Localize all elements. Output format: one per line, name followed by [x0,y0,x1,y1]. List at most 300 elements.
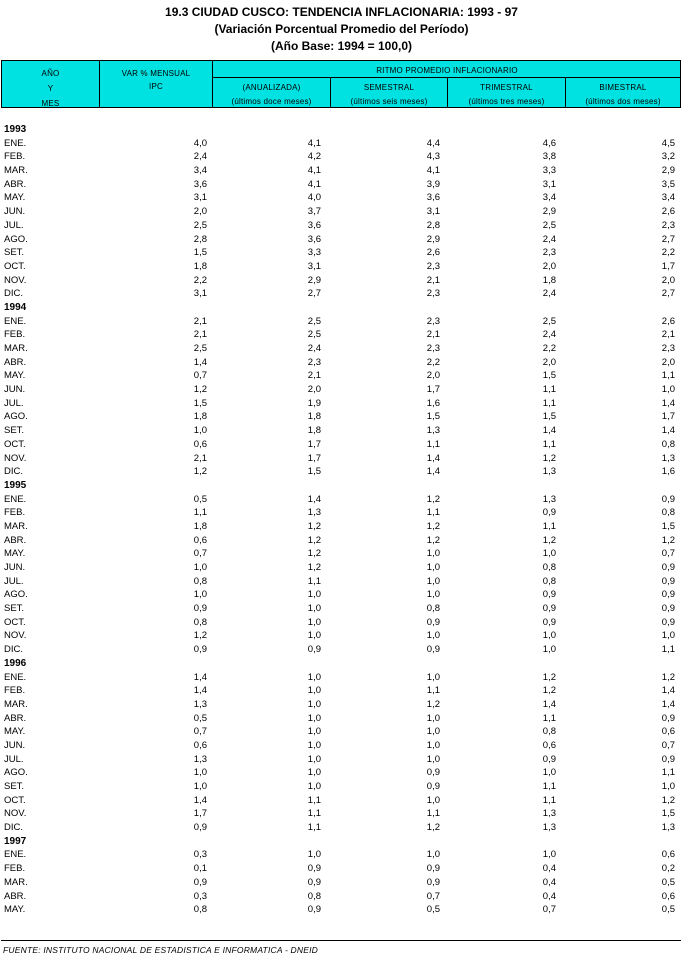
annualized-value: 1,8 [307,425,321,437]
bimestral-value: 2,9 [661,165,675,177]
footer-divider [1,940,681,941]
bimestral-value: 1,0 [661,781,675,792]
annualized-value: 1,0 [307,739,321,751]
bimestral-value: 0,9 [661,616,675,628]
semestral-value: 3,9 [426,178,440,190]
table-row [0,274,683,288]
month-label: JUL. [4,397,24,409]
monthly-var-value: 1,8 [193,520,207,532]
table-row [0,616,683,630]
header-col1-line: AÑO [41,69,60,78]
semestral-value: 1,6 [426,397,440,409]
monthly-var-value: 1,8 [193,411,207,423]
bimestral-value: 1,2 [661,671,675,683]
trimestral-value: 2,3 [542,247,556,259]
annualized-value: 4,1 [307,137,321,149]
semestral-value: 0,9 [426,767,440,779]
monthly-var-value: 2,1 [193,452,207,464]
monthly-var-value: 0,9 [193,876,207,888]
month-label: ENE. [4,671,27,683]
month-label: NOV. [4,452,27,464]
table-row [0,438,683,452]
table-row [0,287,683,301]
month-label: ABR. [4,534,27,546]
semestral-value: 1,0 [426,726,440,738]
annualized-value: 1,0 [307,685,321,697]
bimestral-value: 2,6 [661,206,675,218]
month-label: SET. [4,247,25,259]
month-label: MAR. [4,520,28,532]
table-row [0,452,683,466]
bimestral-value: 0,5 [661,904,675,916]
trimestral-value: 0,4 [542,863,556,875]
bimestral-value: 1,3 [661,822,675,834]
semestral-value: 2,2 [426,356,440,368]
monthly-var-value: 0,3 [193,849,207,861]
semestral-value: 1,0 [426,589,440,601]
bimestral-value: 3,2 [661,151,675,163]
trimestral-value: 1,1 [542,794,556,806]
trimestral-value: 1,0 [542,767,556,779]
trimestral-value: 2,2 [542,343,556,354]
bimestral-value: 2,2 [661,247,675,259]
bimestral-value: 0,6 [661,890,675,902]
month-label: SET. [4,425,25,437]
semestral-value: 2,9 [426,233,440,245]
semestral-value: 0,9 [426,863,440,875]
semestral-value: 0,9 [426,876,440,888]
annualized-value: 3,6 [307,219,321,231]
semestral-value: 1,0 [426,548,440,560]
bimestral-value: 2,7 [661,288,675,300]
bimestral-value: 1,4 [661,685,675,697]
table-title: 19.3 CIUDAD CUSCO: TENDENCIA INFLACIONARIA: 1993 - 97 [165,5,518,19]
monthly-var-value: 2,1 [193,329,207,341]
table-row [0,848,683,862]
month-label: JUN. [4,384,26,396]
header-trimestral-note: (últimos tres meses) [468,97,545,106]
table-row [0,821,683,835]
header-col2-line: VAR % MENSUAL [121,69,191,78]
trimestral-value: 4,6 [542,137,556,149]
monthly-var-value: 3,6 [193,178,207,190]
month-label: MAY. [4,370,26,382]
bimestral-value: 0,6 [661,849,675,861]
table-row [0,150,683,164]
trimestral-value: 1,1 [542,384,556,396]
monthly-var-value: 1,7 [193,808,207,820]
table-row [0,164,683,178]
annualized-value: 1,7 [307,452,321,464]
trimestral-value: 2,5 [542,315,556,327]
header-annualized-note: (últimos doce meses) [231,97,312,106]
monthly-var-value: 1,2 [193,630,207,642]
month-label: JUL. [4,219,24,231]
monthly-var-value: 0,5 [193,712,207,724]
month-label: OCT. [4,794,26,806]
annualized-value: 2,1 [307,370,321,382]
table-row [0,561,683,575]
annualized-value: 2,5 [307,329,321,341]
monthly-var-value: 1,0 [193,767,207,779]
annualized-value: 1,2 [307,534,321,546]
month-label: FEB. [4,151,26,163]
table-row [0,493,683,507]
monthly-var-value: 1,2 [193,384,207,396]
semestral-value: 1,2 [426,534,440,546]
year-heading [0,835,683,849]
semestral-value: 2,0 [426,370,440,382]
trimestral-value: 0,8 [542,562,556,573]
month-label: ABR. [4,712,27,724]
trimestral-value: 1,5 [542,370,556,382]
month-label: FEB. [4,329,26,341]
trimestral-value: 1,0 [542,644,556,656]
month-label: ENE. [4,315,27,327]
month-label: FEB. [4,863,26,875]
bimestral-value: 1,7 [661,260,675,272]
bimestral-value: 2,7 [661,233,675,245]
monthly-var-value: 2,4 [193,151,207,163]
trimestral-value: 1,2 [542,685,556,697]
table-header [1,60,681,108]
bimestral-value: 1,7 [661,411,675,423]
trimestral-value: 1,3 [542,822,556,834]
table-row [0,397,683,411]
table-row [0,328,683,342]
monthly-var-value: 1,8 [193,260,207,272]
month-label: ABR. [4,356,27,368]
monthly-var-value: 1,4 [193,356,207,368]
month-label: MAR. [4,698,28,710]
monthly-var-value: 1,4 [193,794,207,806]
monthly-var-value: 3,4 [193,165,207,177]
bimestral-value: 1,5 [661,808,675,820]
semestral-value: 2,3 [426,343,440,354]
trimestral-value: 0,9 [542,507,556,519]
month-label: AGO. [4,411,28,423]
table-row [0,178,683,192]
trimestral-value: 0,4 [542,876,556,888]
month-label: MAR. [4,165,28,177]
trimestral-value: 0,9 [542,603,556,615]
bimestral-value: 1,6 [661,466,675,478]
annualized-value: 2,4 [307,343,321,354]
trimestral-value: 1,4 [542,698,556,710]
table-row [0,342,683,356]
annualized-value: 1,0 [307,767,321,779]
trimestral-value: 2,5 [542,219,556,231]
table-row [0,369,683,383]
monthly-var-value: 1,0 [193,425,207,437]
monthly-var-value: 1,0 [193,589,207,601]
table-row [0,712,683,726]
monthly-var-value: 0,1 [193,863,207,875]
semestral-value: 1,4 [426,452,440,464]
annualized-value: 4,1 [307,178,321,190]
month-label: AGO. [4,233,28,245]
annualized-value: 1,0 [307,671,321,683]
header-col1-line: Y [47,84,54,93]
semestral-value: 0,9 [426,644,440,656]
year-label: 1994 [4,301,27,313]
semestral-value: 1,2 [426,520,440,532]
monthly-var-value: 2,5 [193,343,207,354]
month-label: JUN. [4,739,26,751]
month-label: MAY. [4,192,26,204]
semestral-value: 1,0 [426,575,440,587]
annualized-value: 1,2 [307,520,321,532]
semestral-value: 1,7 [426,384,440,396]
month-label: SET. [4,781,25,792]
annualized-value: 1,2 [307,548,321,560]
table-row [0,547,683,561]
monthly-var-value: 2,8 [193,233,207,245]
semestral-value: 0,8 [426,603,440,615]
bimestral-value: 2,6 [661,315,675,327]
month-label: MAR. [4,343,28,354]
annualized-value: 1,1 [307,575,321,587]
table-row [0,506,683,520]
table-row [0,794,683,808]
year-heading [0,657,683,671]
annualized-value: 3,7 [307,206,321,218]
year-heading [0,301,683,315]
monthly-var-value: 1,0 [193,781,207,792]
bimestral-value: 2,3 [661,219,675,231]
trimestral-value: 3,4 [542,192,556,204]
table-body [0,123,683,917]
monthly-var-value: 0,9 [193,822,207,834]
semestral-value: 1,4 [426,466,440,478]
semestral-value: 2,3 [426,260,440,272]
trimestral-value: 3,8 [542,151,556,163]
table-row [0,725,683,739]
bimestral-value: 0,9 [661,603,675,615]
month-label: OCT. [4,438,26,450]
month-label: ABR. [4,178,27,190]
trimestral-value: 1,3 [542,493,556,505]
bimestral-value: 2,0 [661,274,675,286]
month-label: OCT. [4,616,26,628]
monthly-var-value: 1,3 [193,698,207,710]
monthly-var-value: 3,1 [193,288,207,300]
table-row [0,219,683,233]
annualized-value: 1,3 [307,507,321,519]
semestral-value: 0,9 [426,616,440,628]
annualized-value: 1,0 [307,630,321,642]
monthly-var-value: 0,6 [193,534,207,546]
bimestral-value: 0,8 [661,438,675,450]
table-subtitle: (Variación Porcentual Promedio del Período) [214,22,469,36]
annualized-value: 1,0 [307,726,321,738]
annualized-value: 4,2 [307,151,321,163]
trimestral-value: 2,0 [542,356,556,368]
table-row [0,684,683,698]
monthly-var-value: 0,6 [193,438,207,450]
header-monthly-var [100,67,212,93]
month-label: NOV. [4,630,27,642]
trimestral-value: 0,4 [542,890,556,902]
month-label: MAR. [4,876,28,888]
header-col1-line: MES [41,99,60,108]
trimestral-value: 1,1 [542,712,556,724]
month-label: SET. [4,603,25,615]
bimestral-value: 0,5 [661,876,675,888]
monthly-var-value: 1,1 [193,507,207,519]
annualized-value: 1,0 [307,589,321,601]
month-label: NOV. [4,808,27,820]
semestral-value: 1,0 [426,630,440,642]
month-label: MAY. [4,726,26,738]
year-label: 1997 [4,835,27,847]
table-row [0,246,683,260]
month-label: OCT. [4,260,26,272]
trimestral-value: 0,8 [542,575,556,587]
month-label: DIC. [4,288,23,300]
trimestral-value: 1,2 [542,452,556,464]
table-row [0,698,683,712]
monthly-var-value: 2,0 [193,206,207,218]
semestral-value: 2,3 [426,288,440,300]
trimestral-value: 2,4 [542,288,556,300]
semestral-value: 1,1 [426,438,440,450]
month-label: ENE. [4,849,27,861]
semestral-value: 2,6 [426,247,440,259]
table-row [0,739,683,753]
month-label: JUL. [4,753,24,765]
header-group-title: RITMO PROMEDIO INFLACIONARIO [376,66,518,75]
trimestral-value: 1,1 [542,520,556,532]
year-heading [0,479,683,493]
semestral-value: 0,9 [426,781,440,792]
trimestral-value: 0,9 [542,753,556,765]
month-label: DIC. [4,644,23,656]
trimestral-value: 1,0 [542,849,556,861]
semestral-value: 1,2 [426,698,440,710]
trimestral-value: 2,0 [542,260,556,272]
annualized-value: 0,9 [307,644,321,656]
annualized-value: 1,5 [307,466,321,478]
annualized-value: 1,0 [307,603,321,615]
trimestral-value: 1,0 [542,630,556,642]
semestral-value: 2,8 [426,219,440,231]
bimestral-value: 2,0 [661,356,675,368]
table-row [0,383,683,397]
annualized-value: 1,0 [307,616,321,628]
month-label: AGO. [4,767,28,779]
monthly-var-value: 2,5 [193,219,207,231]
month-label: JUN. [4,206,26,218]
annualized-value: 1,0 [307,781,321,792]
bimestral-value: 1,4 [661,698,675,710]
semestral-value: 1,0 [426,739,440,751]
semestral-value: 3,1 [426,206,440,218]
header-year-month [2,66,99,111]
semestral-value: 1,1 [426,507,440,519]
year-heading [0,123,683,137]
table-row [0,780,683,794]
monthly-var-value: 4,0 [193,137,207,149]
month-label: MAY. [4,548,26,560]
table-row [0,629,683,643]
month-label: FEB. [4,685,26,697]
table-row [0,205,683,219]
bimestral-value: 1,3 [661,452,675,464]
table-row [0,534,683,548]
semestral-value: 1,0 [426,753,440,765]
monthly-var-value: 0,8 [193,904,207,916]
month-label: AGO. [4,589,28,601]
monthly-var-value: 0,9 [193,644,207,656]
month-label: JUN. [4,562,26,573]
table-row [0,588,683,602]
semestral-value: 1,5 [426,411,440,423]
month-label: NOV. [4,274,27,286]
annualized-value: 0,9 [307,904,321,916]
semestral-value: 1,0 [426,671,440,683]
table-row [0,356,683,370]
monthly-var-value: 1,2 [193,466,207,478]
semestral-value: 2,1 [426,274,440,286]
trimestral-value: 3,1 [542,178,556,190]
semestral-value: 4,4 [426,137,440,149]
monthly-var-value: 0,7 [193,548,207,560]
table-row [0,807,683,821]
title-block [0,4,683,55]
trimestral-value: 1,0 [542,548,556,560]
bimestral-value: 1,0 [661,630,675,642]
table-row [0,766,683,780]
table-row [0,643,683,657]
header-semestral: SEMESTRAL [363,83,415,92]
table-row [0,890,683,904]
header-bimestral-note: (últimos dos meses) [585,97,661,106]
annualized-value: 0,8 [307,890,321,902]
trimestral-value: 1,1 [542,397,556,409]
bimestral-value: 3,4 [661,192,675,204]
annualized-value: 1,1 [307,822,321,834]
table-row [0,424,683,438]
annualized-value: 2,3 [307,356,321,368]
monthly-var-value: 0,8 [193,575,207,587]
bimestral-value: 2,1 [661,329,675,341]
annualized-value: 3,1 [307,260,321,272]
table-row [0,410,683,424]
bimestral-value: 0,9 [661,589,675,601]
monthly-var-value: 1,4 [193,685,207,697]
annualized-value: 3,6 [307,233,321,245]
trimestral-value: 1,5 [542,411,556,423]
annualized-value: 2,0 [307,384,321,396]
annualized-value: 1,7 [307,438,321,450]
bimestral-value: 1,2 [661,534,675,546]
annualized-value: 1,0 [307,753,321,765]
table-row [0,191,683,205]
semestral-value: 1,2 [426,822,440,834]
trimestral-value: 1,1 [542,781,556,792]
monthly-var-value: 0,7 [193,726,207,738]
bimestral-value: 1,2 [661,794,675,806]
semestral-value: 1,0 [426,712,440,724]
annualized-value: 0,9 [307,876,321,888]
annualized-value: 4,1 [307,165,321,177]
trimestral-value: 0,7 [542,904,556,916]
semestral-value: 3,6 [426,192,440,204]
month-label: ENE. [4,137,27,149]
bimestral-value: 0,6 [661,726,675,738]
table-row [0,862,683,876]
